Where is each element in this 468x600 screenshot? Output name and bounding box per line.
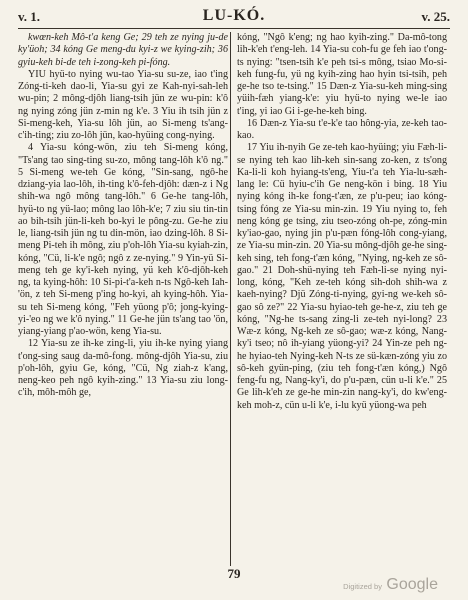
running-header (18, 6, 450, 29)
paragraph: 16 Dæn-z Yia-su t'e-k'e tao hông-yia, ze-keh tao-kao. (237, 117, 447, 141)
header-chapter-verse-end: v. 25. (421, 9, 450, 24)
column-divider (230, 32, 231, 566)
header-chapter-verse-start: v. 1. (18, 9, 41, 24)
paragraph: 17 Yiu ih-nyih Ge ze-teh kao-hyüing; yiu Fæh-li-se nying teh kao lih-keh sin-sang zo-ken, z ts'ong Ka-li-li koh hyiang-ts'eng, Yiu-t'a teh Yia-lu-sæh-lang le: Cü hyiu-c'ih Ge neng-kön i bing. 18 Yiu nying kóng ih-ke fong-t'æn, ze p'u-peu; iao kóng-tsing fóng ze Yia-su min-zin. 19 Yiu nying to, feh neng kóng ge tsing, ziu tseo-zóng oh-pe, zóng-min ky'iao-gao, nying jin p'u-pæn fóng-lôh cong-yiang, ze Yia-su min-zin. 20 Yia-su mông-djôh ge-he sing-keh sing, teh fong-t'æn kóng, "Nying, ng-keh ze sô-gao." 21 Doh-shü-nying teh Fæh-li-se nying nyi-long, kóng, "Keh ze-teh kóng sih-doh shih-wa z kaeh-nying? Djü Zóng-ti-nying, gyi-ng we-keh sô-gao sô ze?" 22 Yia-su hyiao-teh ge-he-z, ziu teh ge kóng, "Ng-he ts-sang zing-li ze-teh nyi-long? 23 Wæ-z kóng, Ng-keh ze sô-gao; wæ-z kóng, Nang-ky'i tseo; nô ih-yiang yüong-yi? 24 Yin-ze peh ng-he hyiao-teh Nying-keh N-ts ze sü-kæn-zóng yiu zo sô-keh gyün-ping, (ziu teh fong-t'æn kóng,) Ngô feng-fu ng, Nang-ky'i, do p'u-pæn, cün u-li k'e." 25 Ge lih-k'eh ze ge-he min-zin nang-ky'i, do kw'eng-keh moh-z, cün u-li k'e, i-lu kyü yüong-wa peh (237, 142, 447, 411)
watermark-brand: Google (386, 576, 438, 593)
paragraph: kwœn-keh Mô-t'a keng Ge; 29 teh ze nying ju-de ky'üoh; 34 kóng Ge meng-du kyi-z we kying-zih; 36 gyiu-keh bi-de teh i-zong-keh pi-fóng. (18, 32, 228, 68)
right-text-column (237, 32, 447, 412)
paragraph: YIU hyü-to nying wu-tao Yia-su su-ze, iao t'ing Zóng-ti-keh dao-li, Yia-su gyi ze Kah-nyi-sah-leh wu-pin; 2 mông-djôh liang-tsih jün ze wu-pin: k'ô ng nying zóng jün z-min ng k'e. 3 Yiu ih tsih jün z Si-meng-keh, Yia-su lôh jün, ao Si-meng ts'ang-c'ih-ting; ziu zo-lôh jün, kao-hyüing cong-nying. (18, 68, 228, 141)
paragraph: 4 Yia-su kóng-wön, ziu teh Si-meng kóng, "Ts'ang tao sing-ting su-zo, mông tang-lôh k'ô ng." 5 Si-meng we-teh Ge kóng, "Sin-sang, ngô-he dziang-yia lao-lôh, ih-ting k'ô-feh-djôh: dæn-z i Ng shih-wa ngô mông tang-lôh." 6 Ge-he tang-lôh, hyü-to ng yü-lao; mông lao lôh-k'e; 7 ziu siu tin-tin ao bih-tsih jün-li-keh bo-kyi le pông-zu. Ge-he ziu le, liang-tsih jün ng tu din-mön, iao dzing-lôh. 8 Si-meng Pi-teh ih mông, ziu p'oh-lôh Yia-su kyiah-zin, kóng, "Cü, li-k'e ngô; ngô z ze-nying." 9 Yin-yü Si-meng teh ge ky'i-keh nying, yü keh k'ô-djôh-keh ng, ta kying-hôh: 10 Si-pi-t'a-keh n-ts Ngô-keh Iah-'ön, z teh Si-meng p'ing ho-kyi, ah kying-hôh. Yia-su teh Si-meng kóng, "Feh yüong p'ô; jong-kying-yi-'eo ng we k'ô nying." 11 Ge-he jün ts'ang tao 'ön, yiang-yiang p'ao-wön, keng Yia-su. (18, 142, 228, 337)
paragraph: kóng, "Ngô k'eng; ng hao kyih-zing." Da-mô-tong lih-k'eh t'eng-leh. 14 Yia-su coh-fu ge feh iao t'ong-ts nying: "tsen-tsih k'e peh tsi-s mông, tsiao Mo-si-keh fung-fu, yü ng kyih-zing hao hyin tsi-tsih, peh ge-he tso te-tsing." 15 Dæn-z Yia-su-keh ming-sing yüih-fæh yiang-k'e: yiu hyü-to nying we-le iao t'ing, yi iao Gi i-ge-he-keh bing. (237, 32, 447, 117)
left-text-column (18, 32, 228, 400)
watermark-prefix: Digitized by (343, 582, 382, 591)
page-number: 79 (227, 566, 241, 581)
paragraph: 12 Yia-su ze ih-ke zing-li, yiu ih-ke nying yiang t'ong-sing saug da-mô-fong. mông-djôh Yia-su, ziu p'oh-lôh, gyiu Ge, kóng, "Cü, Ng ziah-z k'ang, neng-keo peh ngô kyih-zing." 13 Yia-su ziu long-c'ih, môh-môh ge, (18, 338, 228, 399)
header-book-title: LU-KÓ. (202, 7, 266, 24)
digitized-watermark (343, 576, 438, 594)
